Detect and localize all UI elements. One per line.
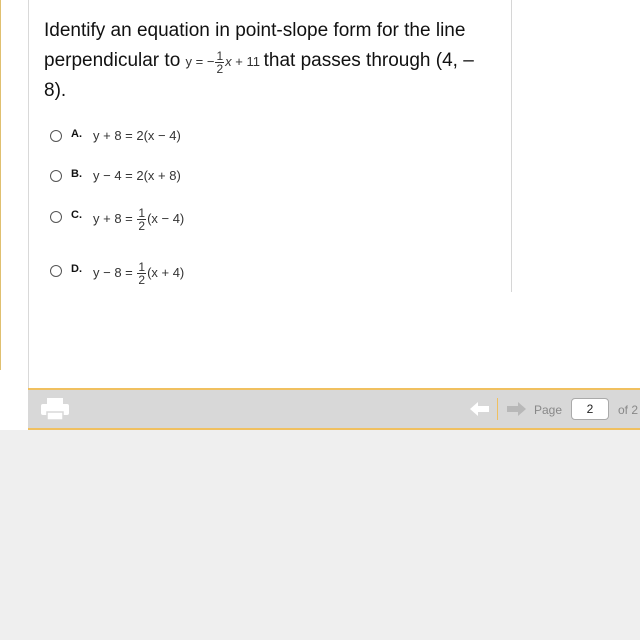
page-total-label: of 2: [618, 403, 639, 417]
option-b[interactable]: [50, 164, 181, 183]
radio-option-d[interactable]: [50, 265, 62, 277]
left-margin: [0, 0, 28, 430]
question-part-2: that passes through (4, –8).: [44, 49, 474, 101]
nav-separator: [497, 398, 498, 420]
page-toolbar: [28, 388, 640, 430]
option-letter: B.: [71, 168, 82, 180]
radio-option-c[interactable]: [50, 211, 62, 223]
option-letter: A.: [71, 128, 82, 140]
print-icon[interactable]: [40, 397, 70, 421]
question-part-1: Identify an equation in point-slope form for the line perpendicular to: [44, 20, 466, 71]
fraction: $\frac{1}{2}$: [138, 206, 146, 233]
question-text: [44, 16, 474, 106]
option-expression: y + 8 = $\frac{1}{2}$ (x − 4): [93, 206, 185, 233]
radio-option-b[interactable]: [50, 170, 62, 182]
fraction: $\frac{1}{2}$: [138, 260, 146, 287]
option-expression: y − 8 = $\frac{1}{2}$ (x + 4): [93, 260, 185, 287]
content-divider: [511, 0, 512, 292]
page-number-input[interactable]: [571, 398, 609, 420]
option-letter: C.: [71, 209, 82, 221]
radio-option-a[interactable]: [50, 130, 62, 142]
option-d[interactable]: [50, 259, 184, 286]
option-letter: D.: [71, 263, 82, 275]
inline-equation: y = − $\frac{1}{2}$ x + 11: [185, 48, 260, 76]
option-c[interactable]: [50, 205, 184, 232]
next-page-arrow-icon[interactable]: [506, 402, 526, 416]
option-expression: y + 8 = 2(x − 4): [93, 128, 181, 143]
option-a[interactable]: [50, 124, 181, 143]
previous-page-arrow-icon[interactable]: [470, 402, 490, 416]
page-label: Page: [534, 403, 563, 417]
option-expression: y − 4 = 2(x + 8): [93, 168, 181, 183]
fraction: $\frac{1}{2}$: [216, 48, 224, 76]
